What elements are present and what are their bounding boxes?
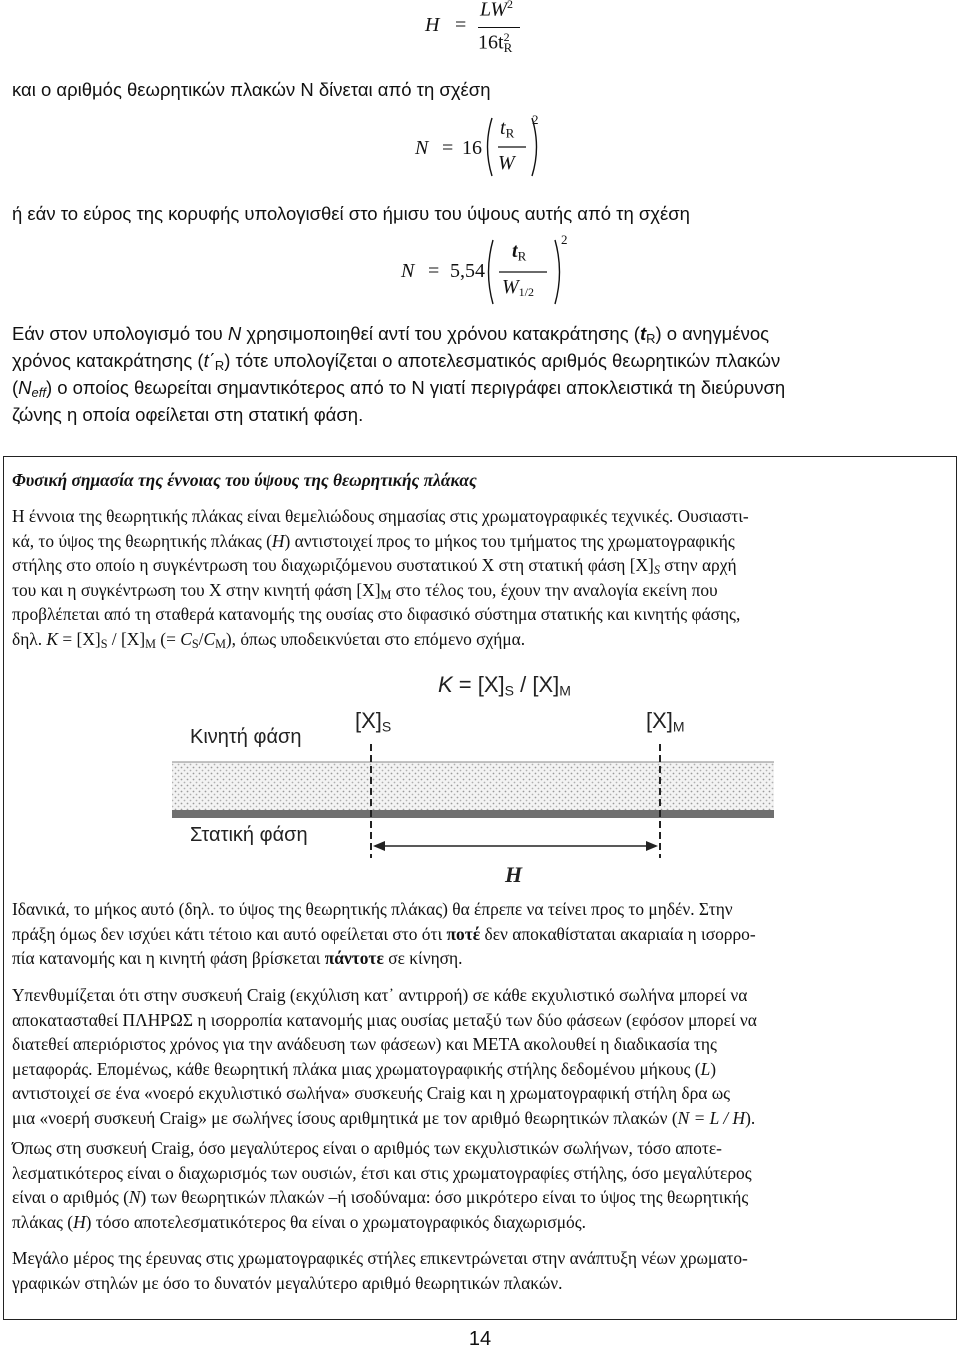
formula-n-eq: =	[442, 137, 454, 159]
plate-figure	[0, 664, 960, 894]
box-para-2: Ιδανικά, το μήκος αυτό (δηλ. το ύψος της θεωρητικής πλάκας) θα έπρεπε να τείνει προς το μηδέν. Στην πράξη όμως δεν ισχύει κάτι τέτοιο και αυτό οφείλεται στο ότι ποτέ δεν αποκαθίσταται ακαριαία η ισορρο- πία κατανομής και η κινητή φάση βρίσκεται πάντοτε σε κίνηση.	[12, 899, 756, 969]
mobile-phase-band	[172, 762, 774, 810]
formula-n2-den: W	[502, 276, 519, 298]
formula-n-den: W	[498, 152, 515, 174]
formula-n-num-sub: R	[505, 125, 515, 141]
para-eff	[12, 320, 948, 428]
box-para-3: Υπενθυμίζεται ότι στην συσκευή Craig (εκχύλιση κατ᾽ αντιρροή) σε κάθε εκχυλιστικό σωλήνα μπορεί να αποκατασταθεί ΠΛΗΡΩΣ η ισορροπία κατανομής μιας ουσίας μεταξύ των δύο φάσεων (εφόσον μπορεί να διατεθεί απεριόριστος χρόνος για την ανάδευση των φάσεων) και ΜΕΤΑ ακολουθεί η διαδικασία της μεταφοράς. Επομένως, κάθε θεωρητική πλάκα μιας χρωματογραφικής στήλης δεδομένου μήκους (L) αντιστοιχεί σε ένα «νοερό εκχυλιστικό σωλήνα» συσκευής Craig και η χρωματογραφική στήλη δρα ως μια «νοερή συσκευή Craig» με σωλήνες ίσους αριθμητικά με τον αριθμό θεωρητικών πλακών (N = L / H).	[12, 985, 757, 1128]
formula-n2-coef: 5,54	[450, 260, 485, 282]
para-eff-line-3: $(N_{eff})$ ο οποίος θεωρείται σημαντικότερος από το N γιατί περιγράφει αποκλειστικά τη διεύρυνση	[12, 377, 786, 401]
figure-k-formula: $K = [X]_S / [X]_M$	[438, 672, 571, 699]
formula-n2-den-sub: 1/2	[518, 285, 535, 299]
formula-h-den: 16t	[478, 31, 504, 54]
para-eff-line-4: ζώνης η οποία οφείλεται στη στατική φάση.	[12, 404, 364, 425]
formula-n2-lhs: N	[401, 260, 415, 282]
formula-n2-eq: =	[428, 260, 440, 282]
formula-n2	[395, 232, 585, 310]
formula-h-num-exp: 2	[507, 0, 514, 11]
para-eff-line-1: Εάν στον υπολογισμό του N χρησιμοποιηθεί αντί του χρόνου κατακράτησης $(t_R)$ ο ανηγμένος	[12, 323, 770, 347]
formula-n-lhs: N	[415, 137, 429, 159]
formula-h-eq: =	[455, 14, 467, 36]
figure-label-xs: $[X]_S$	[355, 708, 392, 735]
box-para-5: Μεγάλο μέρος της έρευνας στις χρωματογραφικές στήλες επικεντρώνεται στην ανάπτυξη νέων χρωματο- γραφικών στηλών με όσο το δυνατόν μεγαλύτερο αριθμό θεωρητικών πλακών.	[12, 1248, 748, 1293]
formula-h-den-exp: 2	[503, 30, 510, 44]
intro-n2-text: ή εάν το εύρος της κορυφής υπολογισθεί στο ήμισυ του ύψους αυτής από τη σχέση	[12, 203, 690, 224]
para-eff-line-2: χρόνος κατακράτησης $(t΄_R)$ τότε υπολογίζεται ο αποτελεσματικός αριθμός θεωρητικών πλακών	[12, 350, 781, 374]
formula-h-num: LW	[480, 0, 508, 21]
figure-label-mobile-phase: Κινητή φάση	[190, 726, 302, 748]
formula-h	[400, 0, 560, 62]
formula-n-num: t	[500, 117, 506, 139]
page-number: 14	[468, 1328, 492, 1350]
formula-n	[410, 112, 570, 182]
formula-n2-num-sub: R	[517, 248, 527, 264]
box-heading: Φυσική σημασία της έννοιας του ύψους της θεωρητικής πλάκας	[12, 470, 477, 490]
formula-n2-exp: 2	[561, 232, 568, 247]
figure-label-stationary-phase: Στατική φάση	[190, 824, 308, 846]
formula-n-coef: 16	[462, 137, 482, 159]
formula-n2-num: t	[512, 240, 518, 262]
stationary-phase-band	[172, 810, 774, 818]
formula-h-lhs: H	[425, 14, 440, 36]
box-para-4: Όπως στη συσκευή Craig, όσο μεγαλύτερος είναι ο αριθμός των εκχυλιστικών σωλήνων, τόσο αποτε- λεσματικότερος είναι ο διαχωρισμός των ουσιών, έτσι και στις χρωματογραφίες στήλης, όσο μεγαλύτερος είναι ο αριθμός (N) των θεωρητικών πλακών –ή ισοδύναμα: όσο μικρότερο είναι το ύψος της θεωρητικής πλάκας (H) τόσο αποτελεσματικότερος θα είναι ο χρωματογραφικός διαχωρισμός.	[12, 1138, 752, 1232]
formula-n-exp: 2	[532, 112, 539, 127]
intro-n-text: και ο αριθμός θεωρητικών πλακών N δίνεται από τη σχέση	[12, 79, 491, 100]
figure-label-h: H	[505, 862, 523, 887]
box-para-1: Η έννοια της θεωρητικής πλάκας είναι θεμελιώδους σημασίας στις χρωματογραφικές τεχνικές. Ουσιαστι- κά, το ύψος της θεωρητικής πλάκας (H) αντιστοιχεί προς το μήκος του τμήματος της χρωματογραφικής στήλης στο οποίο η συγκέντρωση του διαχωριζόμενου συστατικού X στη στατική φάση $[X]_S$ στην αρχή του και η συγκέντρωση του X στην κινητή φάση $[X]_M$ στο τέλος του, έχουν την αναλογία εκείνη που προβλέπεται από τη σταθερά κατανομής της ουσίας στο διφασικό σύστημα στατικής και κινητής φάσης, δηλ. $K = [X]_S / [X]_M$ (= $C_S/C_M$), όπως υποδεικνύεται στο επόμενο σχήμα.	[12, 506, 749, 651]
figure-diagram	[0, 664, 960, 894]
formula-h-den-sub: R	[503, 39, 513, 55]
figure-label-xm: $[X]_M$	[646, 708, 685, 735]
